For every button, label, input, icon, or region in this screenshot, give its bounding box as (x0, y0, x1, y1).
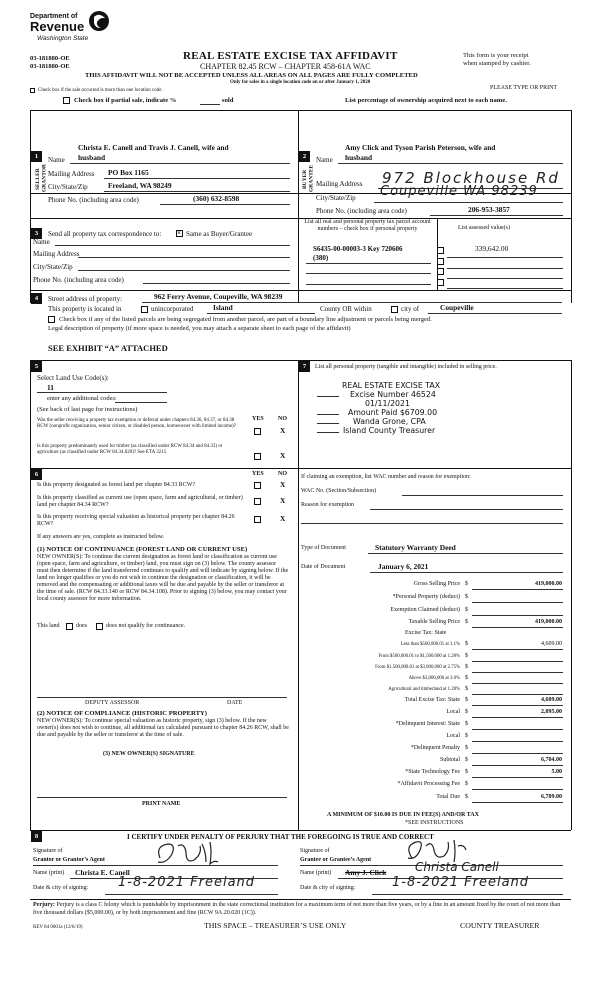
stamp-line2: Excise Number 46524 (350, 390, 436, 399)
land-does-checkbox[interactable] (66, 623, 73, 630)
exemption-yes-checkbox[interactable] (254, 428, 261, 435)
segregated-label: Check box if any of the listed parcels are being segregated from another parcel, are part of a boundary line adjustment or parcels being merged. (59, 316, 432, 323)
total-due-line (472, 802, 563, 803)
street-address-line (142, 302, 562, 303)
section-number-3: 3 (31, 228, 42, 239)
city-checkbox[interactable] (391, 306, 398, 313)
buyer-city-value[interactable]: Coupeville WA 98239 (380, 184, 538, 199)
dollar-sign: $ (465, 664, 468, 670)
county-treasurer-label: COUNTY TREASURER (460, 921, 540, 930)
gross-price-line (472, 589, 563, 590)
frame-line (30, 360, 31, 830)
partial-sale-checkbox[interactable] (63, 97, 70, 104)
parcel-personal-checkbox-4[interactable] (437, 279, 444, 286)
grantor-name-print-label: Name (print) (33, 870, 65, 876)
land-does-not-checkbox[interactable] (96, 623, 103, 630)
stamp-rule (317, 432, 339, 433)
notice-continuance-title: (1) NOTICE OF CONTINUANCE (FOREST LAND OR CURRENT USE) (37, 546, 248, 553)
tier2-label: From $500,000.01 to $1,500,000 at 1.28% (378, 654, 460, 659)
forest-question: Is this property designated as forest land per chapter 84.33 RCW? (37, 482, 196, 488)
perjury-label: Perjury: (33, 902, 55, 908)
seller-mailing-label: Mailing Address (48, 170, 95, 178)
historic-no-mark[interactable]: X (280, 514, 286, 523)
tech-fee-line (472, 777, 563, 778)
dollar-sign: $ (465, 675, 468, 681)
dollar-sign: $ (465, 757, 468, 763)
delinquent-interest-local-label: Local (446, 733, 460, 739)
seller-city-value[interactable]: Freeland, WA 98249 (108, 181, 172, 190)
seller-mailing-line (104, 178, 290, 179)
no-header-6: NO (278, 471, 287, 477)
doc-type-value[interactable]: Statutory Warranty Deed (375, 543, 456, 552)
grantor-date-value[interactable]: 1-8-2021 Freeland (118, 875, 256, 890)
multi-location-label: Check box if the sale occurred is more than one location code. (38, 88, 163, 93)
grantee-name-print-label: Name (print) (300, 870, 332, 876)
grantee-date-value[interactable]: 1-8-2021 Freeland (392, 875, 530, 890)
this-land-label: This land (37, 623, 60, 629)
assessed-line-4[interactable] (447, 288, 563, 289)
stamp-line6: Island County Treasurer (343, 426, 436, 435)
tier3-label: From $1,500,000.01 at $3,000,000 at 2.75% (375, 665, 460, 670)
tech-fee-label: *State Technology Fee (405, 769, 460, 775)
see-back-label: (See back of last page for instructions) (37, 406, 138, 413)
subtotal-label: Subtotal (439, 757, 460, 763)
segregated-checkbox[interactable] (48, 316, 55, 323)
assessed-line-3[interactable] (447, 278, 563, 279)
seller-city-label: City/State/Zip (48, 183, 88, 191)
exemption-no-mark[interactable]: X (280, 426, 286, 435)
section-number-1: 1 (31, 151, 42, 162)
delinquent-penalty-label: *Delinquent Penalty (410, 745, 460, 751)
reason-input[interactable] (370, 509, 563, 510)
seller-name-line (70, 163, 290, 164)
corr-mailing-label: Mailing Address (33, 250, 80, 258)
taxable-price-line (472, 627, 563, 628)
land-use-value[interactable]: 11 (47, 383, 54, 392)
grantor-signature-of: Signature of (33, 848, 63, 854)
treasurer-use-only: THIS SPACE – TREASURER’S USE ONLY (204, 921, 347, 930)
tier5-input[interactable] (472, 694, 563, 695)
frame-line (298, 110, 299, 302)
checkbox-mark: × (177, 229, 181, 237)
buyer-name-line (338, 163, 563, 164)
parcel-line-3[interactable] (306, 273, 431, 274)
dollar-sign: $ (465, 607, 468, 613)
deputy-assessor-label: DEPUTY ASSESSOR (85, 700, 140, 706)
section-number-2: 2 (299, 151, 310, 162)
stamp-rule (317, 396, 339, 397)
assessor-date-label: DATE (227, 700, 243, 706)
delinquent-interest-state-input[interactable] (472, 729, 563, 730)
send-correspondence-label: Send all property tax correspondence to: (48, 230, 162, 238)
notice-continuance-body: NEW OWNER(S): To continue the current designation as forest land or classification as current use (open space, farm and agriculture, or timber) land, you must sign on (3) below. The county assessor must then determine if the land transferred continues to qualify and will indicate by signing below. If the land no longer qualifies or you do not wish to continue the designation or classification, it will be removed and the compensating or additional taxes will be due and payable by the seller or transferor at the time of sale. (RCW 84.33.140 or RCW 84.34.108). Prior to signing (3) below, you may contact your local county assessor for more information. (37, 554, 289, 603)
legal-description-label: Legal description of property (if more space is needed, you may attach a separate sheet to each page of the affidavit) (48, 325, 351, 332)
grantee-date-label: Date & city of signing: (300, 885, 356, 891)
parcel-personal-checkbox-2[interactable] (437, 258, 444, 265)
multi-location-checkbox[interactable] (30, 88, 35, 93)
form-id-2: 03-181880-OE (30, 63, 70, 70)
gross-price-label: Gross Selling Price (413, 581, 460, 587)
dollar-sign: $ (465, 733, 468, 739)
print-name-line[interactable] (37, 797, 287, 798)
dollar-sign: $ (465, 594, 468, 600)
new-owner-signature-label: (3) NEW OWNER(S) SIGNATURE (103, 751, 195, 757)
timber-no-mark[interactable]: X (280, 451, 286, 460)
dollar-sign: $ (465, 781, 468, 787)
dor-logo-icon (88, 9, 110, 33)
buyer-phone-label: Phone No. (including area code) (316, 207, 407, 215)
buyer-phone-line (430, 215, 563, 216)
perjury-text: Perjury is a class C felony which is punishable by imprisonment in the state correctional institution for a maximum term of not more than five years, or by a fine in an amount fixed by the court of not more than five thousand dollars ($5,000.00), or by both imprisonment and fine (RCW 9A.20.020 (1C)). (33, 902, 561, 916)
parcel-line-4[interactable] (306, 284, 431, 285)
assessed-line-1 (447, 257, 563, 258)
if-yes-instruction: If any answers are yes, complete as instructed below. (37, 534, 165, 540)
parcel-header: List all real and personal property tax parcel account numbers – check box if personal property (304, 219, 431, 232)
timber-question: Is this property predominantly used for timber (as classified under RCW 84.34 and 84.33) or agriculture (as classified under RCW 84.34.020)? See ETA 3215 (37, 444, 223, 455)
street-address-value[interactable]: 962 Ferry Avenue, Coupeville, WA 98239 (154, 292, 283, 301)
local-label: Local (446, 709, 460, 715)
dollar-sign: $ (465, 794, 468, 800)
corr-phone-label: Phone No. (including area code) (33, 276, 124, 284)
form-notice-2: Only for sales in a single location code on or after January 1, 2020 (230, 80, 371, 85)
total-state-line (472, 705, 563, 706)
unincorporated-checkbox[interactable] (141, 306, 148, 313)
seller-phone-value[interactable]: (360) 632-8598 (193, 194, 240, 203)
ownership-instructions: List percentage of ownership acquired next to each name. (345, 97, 507, 104)
buyer-mailing-label: Mailing Address (316, 180, 363, 188)
corr-name-input[interactable] (55, 245, 290, 246)
county-or-label: County OR within (320, 305, 372, 313)
tier4-label: Above $3,000,000 at 3.0% (408, 676, 460, 681)
delinquent-penalty-input[interactable] (472, 753, 563, 754)
seller-city-line (104, 191, 290, 192)
tier3-input[interactable] (472, 672, 563, 673)
grantee-date-line (372, 894, 563, 895)
corr-city-label: City/State/Zip (33, 263, 73, 271)
delinquent-interest-local-input[interactable] (472, 741, 563, 742)
buyer-name-line1[interactable]: Amy Click and Tyson Parish Peterson, wife and (345, 143, 496, 152)
no-header-5: NO (278, 416, 287, 422)
assessor-signature-line[interactable] (37, 697, 287, 698)
grantee-name-value[interactable]: Amy J. Click (345, 868, 387, 877)
assessed-header: List assessed value(s) (458, 225, 510, 231)
additional-codes-label: enter any additional codes: (47, 395, 117, 402)
same-as-buyer-checkbox[interactable] (176, 230, 183, 237)
delinquent-interest-state-label: *Delinquent Interest: State (395, 721, 460, 727)
located-in-label: This property is located in (48, 305, 122, 313)
section-number-4: 4 (31, 293, 42, 304)
exemption-claimed-input[interactable] (472, 615, 563, 616)
seller-side-label: SELLER GRANTOR (35, 163, 48, 192)
grantor-date-label: Date & city of signing: (33, 885, 89, 891)
corr-name-label: Name (33, 238, 50, 246)
form-id-1: 03-181880-OE (30, 55, 70, 62)
partial-percent-line[interactable] (200, 104, 220, 105)
stamp-line4: Amount Paid $6709.00 (348, 408, 438, 417)
stamp-line1: REAL ESTATE EXCISE TAX (342, 381, 441, 390)
doc-type-label: Type of Document (301, 545, 346, 551)
subtotal-line (472, 765, 563, 766)
notice-compliance-title: (2) NOTICE OF COMPLIANCE (HISTORIC PROPERTY) (37, 710, 207, 717)
see-exhibit-text[interactable]: SEE EXHIBIT “A” ATTACHED (48, 343, 168, 353)
buyer-name-label: Name (316, 156, 333, 164)
street-address-label: Street address of property: (48, 295, 123, 303)
grantor-agent-label: Grantor or Grantor’s Agent (33, 857, 105, 863)
same-as-buyer-label: Same as Buyer/Grantee (186, 230, 253, 238)
parcel-line-2[interactable] (306, 263, 431, 264)
notice-compliance-body: NEW OWNER(S): To continue special valuation as historic property, sign (3) below. If the new owner(s) does not wish to continue, all additional tax calculated pursuant to chapter 84.26 RCW, shall be due and payable by the seller or transferor at the time of sale. (37, 718, 289, 739)
buyer-city-line (374, 202, 563, 203)
tier1-label: Less than $500,000.01 at 1.1% (400, 642, 460, 647)
dollar-sign: $ (465, 745, 468, 751)
frame-line (30, 899, 571, 900)
doc-date-label: Date of Document (301, 564, 346, 570)
excise-state-label: Excise Tax: State (405, 630, 447, 636)
frame-line (30, 110, 31, 303)
historic-yes-checkbox[interactable] (254, 516, 261, 523)
buyer-mailing-value[interactable]: 972 Blockhouse Rd (382, 169, 560, 187)
corr-mailing-input[interactable] (78, 257, 290, 258)
grantor-signature (150, 838, 220, 872)
city-value[interactable]: Coupeville (440, 303, 474, 312)
personal-property-label: *Personal Property (deduct) (392, 594, 460, 600)
gross-price-value[interactable]: 419,000.00 (535, 581, 562, 587)
local-line (472, 717, 563, 718)
buyer-side-label: BUYER GRANTEE (302, 164, 315, 192)
personal-property-input[interactable] (472, 602, 563, 603)
county-line (207, 313, 315, 314)
perjury-statement (33, 902, 567, 917)
reason-label: Reason for exemption (301, 502, 354, 508)
total-due-value[interactable]: 6,709.00 (541, 794, 562, 800)
reason-input-2[interactable] (301, 523, 563, 524)
parcel-number[interactable]: S6435-00-00003-3 Key 720606 (313, 245, 403, 253)
grantee-signature-of: Signature of (300, 848, 330, 854)
seller-name-label: Name (48, 156, 65, 164)
seller-phone-label: Phone No. (including area code) (48, 196, 139, 204)
grantor-date-line (105, 894, 278, 895)
certify-statement: I CERTIFY UNDER PENALTY OF PERJURY THAT THE FOREGOING IS TRUE AND CORRECT (127, 833, 434, 841)
tier4-input[interactable] (472, 683, 563, 684)
frame-line (571, 360, 572, 830)
minimum-due-notice: A MINIMUM OF $10.00 IS DUE IN FEE(S) AND/OR TAX (327, 812, 479, 818)
dollar-sign: $ (465, 619, 468, 625)
corr-city-input[interactable] (78, 270, 290, 271)
frame-line (30, 290, 571, 291)
land-use-line (37, 392, 167, 393)
section-number-8: 8 (31, 831, 42, 842)
forest-no-mark[interactable]: X (280, 480, 286, 489)
seller-mailing-value[interactable]: PO Box 1165 (108, 168, 149, 177)
does-label: does (76, 623, 87, 629)
buyer-name-line2[interactable]: husband (345, 153, 373, 162)
logo-line1: Department of (30, 13, 78, 20)
form-notice: THIS AFFIDAVIT WILL NOT BE ACCEPTED UNLESS ALL AREAS ON ALL PAGES ARE FULLY COMPLETED (85, 72, 418, 79)
affidavit-fee-label: *Affidavit Processing Fee (397, 781, 460, 787)
tier2-input[interactable] (472, 661, 563, 662)
wac-input[interactable] (402, 495, 563, 496)
county-value[interactable]: Island (213, 303, 233, 312)
current-use-yes-checkbox[interactable] (254, 498, 261, 505)
additional-codes-input[interactable] (115, 402, 167, 403)
taxable-price-label: Taxable Selling Price (408, 619, 460, 625)
dollar-sign: $ (465, 641, 468, 647)
buyer-city-label: City/State/Zip (316, 194, 356, 202)
tier5-label: Agricultural and timberland at 1.28% (388, 687, 460, 692)
seller-name-line2[interactable]: husband (78, 153, 106, 162)
historic-question: Is this property receiving special valuation as historical property per chapter 84.26 RCW? (37, 514, 235, 527)
assessed-value[interactable]: 339,642.00 (475, 244, 509, 253)
unincorporated-label: unincorporated (151, 305, 194, 313)
seller-name-line1[interactable]: Christa E. Canell and Travis J. Canell, wife and (78, 143, 229, 152)
yes-header-5: YES (252, 416, 264, 422)
logo-line2: Revenue (30, 19, 85, 34)
receipt-line1: This form is your receipt (463, 52, 529, 59)
frame-line (30, 468, 298, 469)
local-value[interactable]: 2,095.00 (541, 709, 562, 715)
dollar-sign: $ (465, 581, 468, 587)
exemption-question: Was the seller receiving a property tax exemption or deferral under chapters 84.36, 84.37, or 84.38 RCW (nonprofit organization, senior citizen, or disabled person, homeowner with limited income)? (37, 418, 236, 429)
print-name-label: PRINT NAME (142, 801, 181, 807)
exemption-claimed-label: Exemption Claimed (deduct) (390, 607, 460, 613)
stamp-rule (317, 414, 339, 415)
dollar-sign: $ (465, 721, 468, 727)
doc-type-line (368, 553, 563, 554)
buyer-phone-value[interactable]: 206-953-3857 (468, 205, 510, 214)
exemption-claim-instruction: If claiming an exemption, list WAC number and reason for exemption: (301, 474, 471, 480)
total-state-label: Total Excise Tax: State (404, 697, 460, 703)
type-or-print: PLEASE TYPE OR PRINT (490, 85, 558, 91)
frame-line (30, 110, 571, 111)
tech-fee-value[interactable]: 5.00 (551, 769, 562, 775)
receipt-line2: when stamped by cashier. (463, 60, 531, 67)
stamp-rule (317, 423, 339, 424)
total-due-label: Total Due (436, 794, 460, 800)
section-number-5: 5 (31, 361, 42, 372)
partial-sold-label: sold (222, 97, 234, 104)
doc-date-value[interactable]: January 6, 2021 (378, 562, 429, 571)
frame-line (298, 360, 299, 830)
grantee-agent-label: Grantee or Grantee’s Agent (300, 857, 372, 863)
form-subtitle: CHAPTER 82.45 RCW – CHAPTER 458-61A WAC (200, 62, 371, 71)
total-state-value[interactable]: 4,609.00 (541, 697, 562, 703)
dollar-sign: $ (465, 686, 468, 692)
doc-date-line (370, 572, 563, 573)
parcel-personal-checkbox-3[interactable] (437, 268, 444, 275)
section-number-7: 7 (299, 361, 310, 372)
dollar-sign: $ (465, 709, 468, 715)
grantor-name-value[interactable]: Christa E. Canell (75, 868, 130, 877)
land-use-label: Select Land Use Code(s): (37, 374, 109, 382)
dollar-sign: $ (465, 769, 468, 775)
taxable-price-value[interactable]: 419,000.00 (535, 619, 562, 625)
does-not-label: does not qualify for continuance. (106, 623, 186, 629)
stamp-line5: Wanda Grone, CPA (353, 417, 426, 426)
corr-phone-input[interactable] (143, 283, 290, 284)
section-number-6: 6 (31, 469, 42, 480)
form-revision: REV 84 0001a (12/6/19) (33, 925, 83, 930)
current-use-question: Is this property classified as current use (open space, farm and agricultural, or timber) land per chapter 84.34 RCW? (37, 495, 243, 508)
current-use-no-mark[interactable]: X (280, 496, 286, 505)
wac-label: WAC No. (Section/Subsection) (301, 488, 377, 494)
dollar-sign: $ (465, 653, 468, 659)
affidavit-fee-input[interactable] (472, 789, 563, 790)
stamp-line3: 01/11/2021 (365, 399, 410, 408)
personal-property-instruction: List all personal property (tangible and intangible) included in selling price. (315, 364, 497, 370)
form-title: REAL ESTATE EXCISE TAX AFFIDAVIT (183, 50, 398, 62)
frame-line (298, 468, 571, 469)
parcel-personal-checkbox-1[interactable] (437, 247, 444, 254)
see-instructions: *SEE INSTRUCTIONS (405, 820, 464, 826)
partial-sale-label: Check box if partial sale, indicate % (74, 97, 177, 104)
city-of-label: city of (401, 305, 420, 313)
seller-phone-line (160, 204, 290, 205)
frame-line (30, 830, 571, 831)
yes-header-6: YES (252, 471, 264, 477)
subtotal-value[interactable]: 6,704.00 (541, 757, 562, 763)
forest-yes-checkbox[interactable] (254, 482, 261, 489)
city-line (428, 313, 562, 314)
assessed-line-2[interactable] (447, 268, 563, 269)
parcel-number-suffix[interactable]: (380) (313, 254, 329, 262)
logo-line3: Washington State (37, 35, 89, 42)
grantee-name-handwritten[interactable]: Christa Canell (415, 860, 499, 874)
tier1-line (472, 649, 563, 650)
frame-line (571, 110, 572, 303)
tier1-value[interactable]: 4,609.00 (541, 641, 562, 647)
dollar-sign: $ (465, 697, 468, 703)
timber-yes-checkbox[interactable] (254, 453, 261, 460)
